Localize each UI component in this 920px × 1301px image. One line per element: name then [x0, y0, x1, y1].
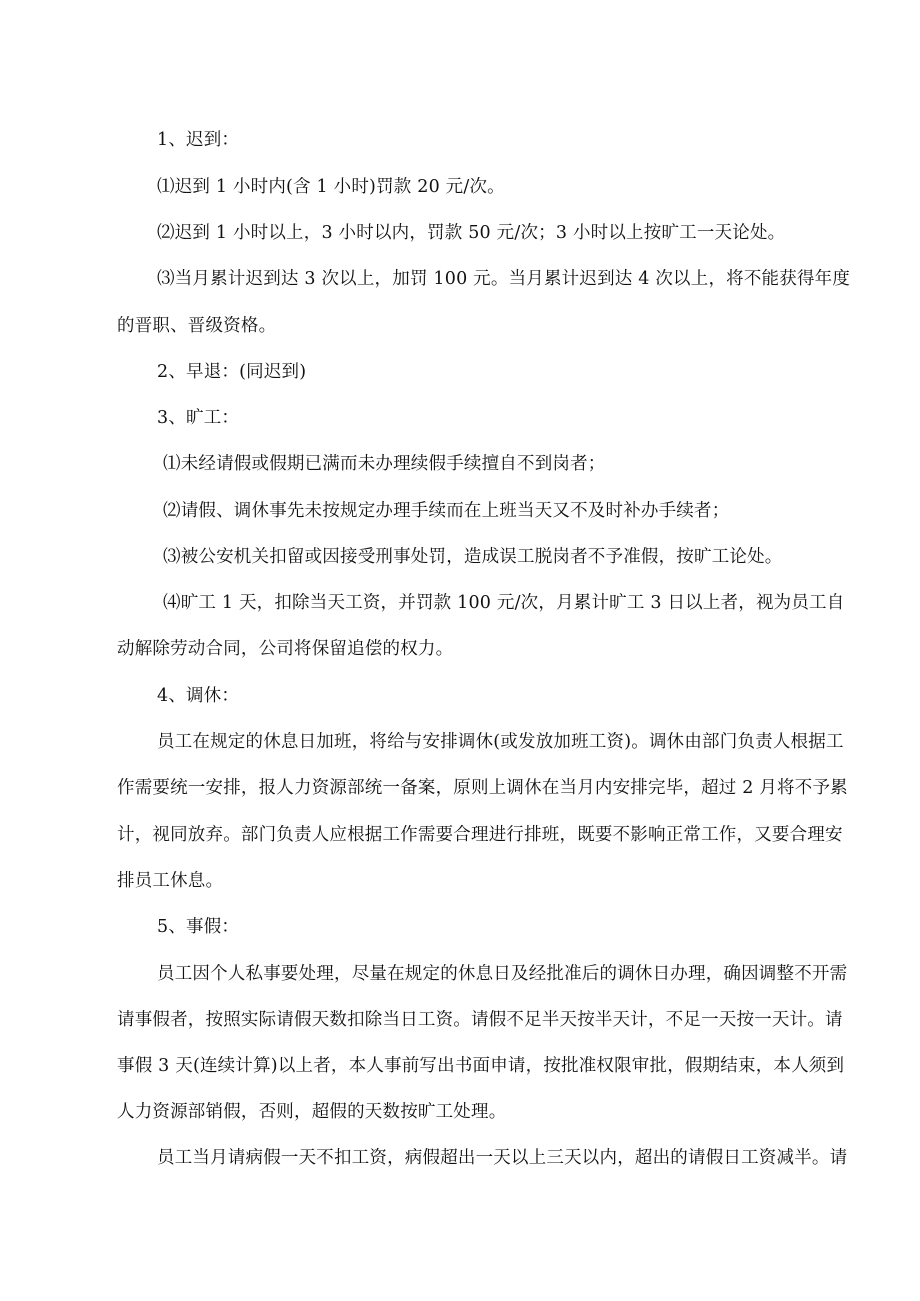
absence-rule-3: ⑶被公安机关扣留或因接受刑事处罚，造成误工脱岗者不予准假，按旷工论处。 — [163, 547, 783, 567]
personal-leave-para-line-2: 请事假者，按照实际请假天数扣除当日工资。请假不足半天按半天计，不足一天按一天计。请 — [117, 1010, 843, 1030]
absence-rule-4-line-1: ⑷旷工 1 天，扣除当天工资，并罚款 100 元/次，月累计旷工 3 日以上者，视为员工自 — [163, 593, 845, 613]
absence-rule-4-line-2: 动解除劳动合同，公司将保留追偿的权力。 — [117, 639, 454, 659]
personal-leave-para-line-3: 事假 3 天(连续计算)以上者，本人事前写出书面申请，按批准权限审批，假期结束，本人须到 — [117, 1056, 845, 1076]
late-rule-3-line-2: 的晋职、晋级资格。 — [117, 316, 277, 336]
comp-leave-para-line-3: 计，视同放弃。部门负责人应根据工作需要合理进行排班，既要不影响正常工作，又要合理安 — [117, 825, 843, 845]
comp-leave-para-line-4: 排员工休息。 — [117, 871, 224, 891]
comp-leave-para-line-2: 作需要统一安排，报人力资源部统一备案，原则上调休在当月内安排完毕，超过 2 月将不予累 — [117, 778, 848, 798]
personal-leave-para-line-4: 人力资源部销假，否则，超假的天数按旷工处理。 — [117, 1102, 507, 1122]
section-heading-comp-leave: 4、调休： — [157, 686, 240, 706]
absence-rule-2: ⑵请假、调休事先未按规定办理手续而在上班当天又不及时补办手续者； — [163, 501, 730, 521]
personal-leave-para-line-1: 员工因个人私事要处理，尽量在规定的休息日及经批准后的调休日办理，确因调整不开需 — [157, 964, 848, 984]
section-heading-early-leave: 2、早退：(同迟到) — [157, 362, 307, 382]
section-heading-late: 1、迟到： — [157, 130, 240, 150]
absence-rule-1: ⑴未经请假或假期已满而未办理续假手续擅自不到岗者； — [163, 454, 606, 474]
section-heading-personal-leave: 5、事假： — [157, 917, 240, 937]
late-rule-3-line-1: ⑶当月累计迟到达 3 次以上，加罚 100 元。当月累计迟到达 4 次以上，将不能获得年度 — [157, 269, 851, 289]
section-heading-absence: 3、旷工： — [157, 408, 240, 428]
comp-leave-para-line-1: 员工在规定的休息日加班，将给与安排调休(或发放加班工资)。调休由部门负责人根据工 — [157, 732, 844, 752]
sick-leave-para-line-1: 员工当月请病假一天不扣工资，病假超出一天以上三天以内，超出的请假日工资减半。请 — [157, 1148, 848, 1168]
late-rule-1: ⑴迟到 1 小时内(含 1 小时)罚款 20 元/次。 — [157, 177, 505, 197]
late-rule-2: ⑵迟到 1 小时以上，3 小时以内，罚款 50 元/次；3 小时以上按旷工一天论处。 — [157, 223, 786, 243]
